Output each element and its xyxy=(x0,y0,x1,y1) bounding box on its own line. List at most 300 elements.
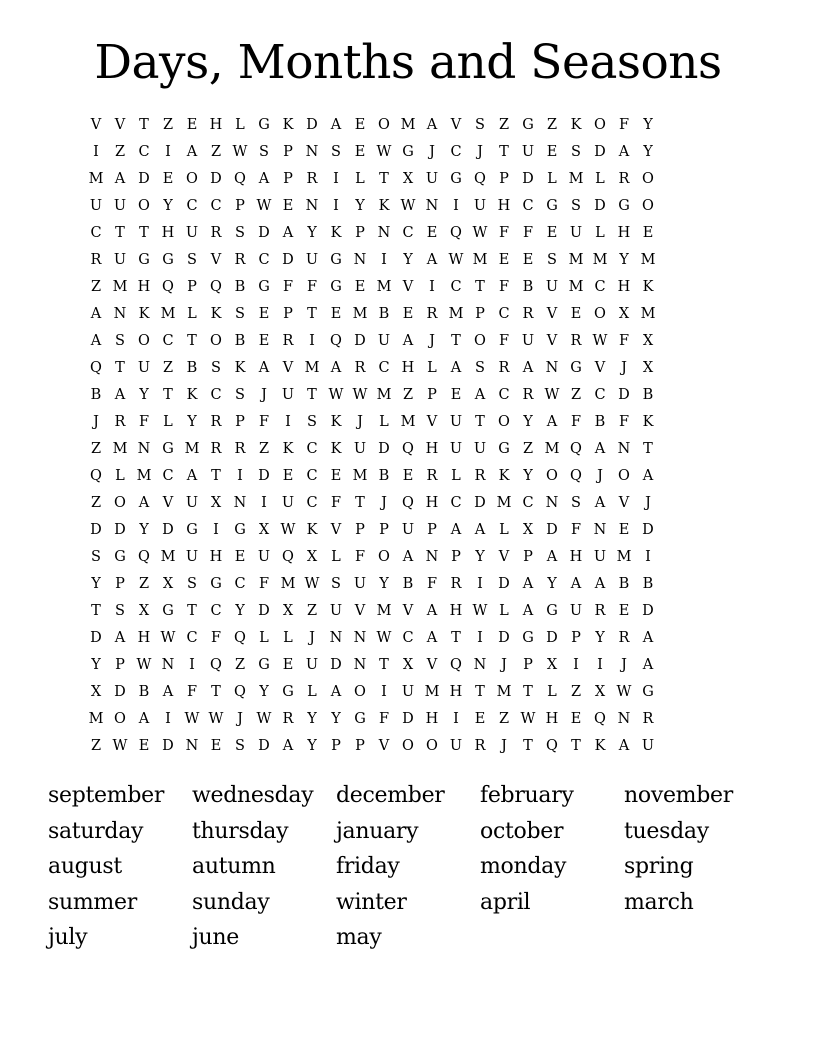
grid-letter: E xyxy=(642,225,654,241)
grid-letter: Z xyxy=(90,279,102,295)
grid-letter: D xyxy=(258,738,270,754)
grid-letter: I xyxy=(429,279,435,295)
grid-letter: M xyxy=(112,279,128,295)
word-list-item: june xyxy=(192,925,239,950)
grid-letter: Y xyxy=(475,549,485,565)
grid-letter: L xyxy=(283,630,293,646)
grid-letter: U xyxy=(281,495,295,511)
grid-letter: R xyxy=(282,711,294,727)
grid-letter: O xyxy=(474,333,486,349)
grid-letter: G xyxy=(642,684,654,700)
grid-letter: V xyxy=(90,117,102,133)
grid-letter: J xyxy=(477,144,483,160)
grid-letter: D xyxy=(258,603,270,619)
grid-letter: W xyxy=(472,225,488,241)
grid-letter: W xyxy=(136,657,152,673)
grid-letter: A xyxy=(114,171,126,187)
grid-letter: A xyxy=(426,117,438,133)
grid-row xyxy=(84,139,732,166)
grid-letter: Y xyxy=(379,576,389,592)
grid-letter: A xyxy=(618,738,630,754)
grid-letter: E xyxy=(186,117,198,133)
grid-letter: I xyxy=(165,711,171,727)
grid-letter: X xyxy=(258,522,270,538)
grid-letter: F xyxy=(498,225,510,241)
grid-letter: Z xyxy=(162,360,174,376)
grid-letter: E xyxy=(546,144,558,160)
grid-letter: C xyxy=(498,387,510,403)
grid-letter: F xyxy=(378,711,390,727)
grid-letter: M xyxy=(376,603,392,619)
grid-letter: W xyxy=(376,630,392,646)
grid-letter: V xyxy=(402,603,414,619)
grid-letter: F xyxy=(210,630,222,646)
grid-letter: U xyxy=(401,522,415,538)
grid-letter: K xyxy=(642,414,654,430)
grid-letter: B xyxy=(642,576,654,592)
grid-letter: W xyxy=(280,522,296,538)
grid-letter: C xyxy=(402,630,414,646)
grid-letter: C xyxy=(162,333,174,349)
grid-row xyxy=(84,166,732,193)
grid-letter: E xyxy=(354,117,366,133)
grid-letter: X xyxy=(162,576,174,592)
grid-letter: O xyxy=(618,468,630,484)
word-list xyxy=(48,778,788,956)
grid-letter: U xyxy=(473,198,487,214)
word-list-item: february xyxy=(480,783,574,808)
grid-letter: R xyxy=(474,468,486,484)
grid-letter: D xyxy=(162,522,174,538)
grid-letter: N xyxy=(377,225,391,241)
grid-row xyxy=(84,517,732,544)
grid-letter: L xyxy=(187,306,197,322)
grid-letter: D xyxy=(642,522,654,538)
grid-letter: S xyxy=(91,549,101,565)
grid-letter: W xyxy=(232,144,248,160)
grid-letter: U xyxy=(185,495,199,511)
grid-letter: C xyxy=(306,468,318,484)
grid-letter: G xyxy=(330,252,342,268)
grid-letter: G xyxy=(450,171,462,187)
grid-letter: O xyxy=(594,306,606,322)
grid-letter: A xyxy=(282,738,294,754)
grid-letter: L xyxy=(427,360,437,376)
grid-letter: X xyxy=(402,171,414,187)
grid-letter: Y xyxy=(187,414,197,430)
grid-letter: G xyxy=(618,198,630,214)
grid-letter: R xyxy=(114,414,126,430)
word-list-item: november xyxy=(624,783,733,808)
grid-letter: V xyxy=(354,603,366,619)
grid-letter: P xyxy=(355,225,365,241)
grid-letter: F xyxy=(306,279,318,295)
grid-letter: I xyxy=(453,198,459,214)
grid-letter: E xyxy=(330,468,342,484)
grid-letter: R xyxy=(426,468,438,484)
grid-letter: D xyxy=(618,387,630,403)
grid-letter: V xyxy=(378,738,390,754)
grid-letter: D xyxy=(498,576,510,592)
grid-letter: S xyxy=(235,225,245,241)
word-list-item: august xyxy=(48,854,122,879)
grid-letter: B xyxy=(378,468,390,484)
grid-letter: Y xyxy=(595,630,605,646)
grid-letter: W xyxy=(328,387,344,403)
grid-letter: Y xyxy=(643,117,653,133)
grid-letter: H xyxy=(497,198,511,214)
grid-letter: M xyxy=(616,549,632,565)
grid-letter: T xyxy=(523,684,533,700)
grid-letter: W xyxy=(616,684,632,700)
grid-letter: I xyxy=(237,468,243,484)
grid-letter: R xyxy=(594,603,606,619)
grid-letter: C xyxy=(450,144,462,160)
grid-letter: F xyxy=(498,333,510,349)
grid-letter: P xyxy=(571,630,581,646)
grid-letter: L xyxy=(115,468,125,484)
grid-row xyxy=(84,679,732,706)
grid-letter: R xyxy=(474,738,486,754)
grid-row xyxy=(84,733,732,760)
grid-letter: U xyxy=(521,333,535,349)
grid-letter: I xyxy=(381,252,387,268)
grid-letter: J xyxy=(621,657,627,673)
grid-letter: W xyxy=(544,387,560,403)
grid-letter: V xyxy=(210,252,222,268)
grid-letter: O xyxy=(402,738,414,754)
grid-letter: A xyxy=(330,117,342,133)
grid-letter: M xyxy=(640,306,656,322)
grid-letter: I xyxy=(333,198,339,214)
grid-letter: O xyxy=(210,333,222,349)
word-list-item: monday xyxy=(480,854,567,879)
grid-letter: I xyxy=(453,711,459,727)
grid-letter: G xyxy=(282,684,294,700)
grid-letter: H xyxy=(449,603,463,619)
grid-letter: D xyxy=(594,198,606,214)
grid-letter: N xyxy=(353,657,367,673)
grid-letter: B xyxy=(234,279,246,295)
grid-letter: Z xyxy=(258,441,270,457)
grid-letter: U xyxy=(449,738,463,754)
grid-letter: S xyxy=(571,495,581,511)
grid-letter: P xyxy=(235,414,245,430)
grid-letter: E xyxy=(258,333,270,349)
grid-letter: L xyxy=(331,549,341,565)
grid-letter: D xyxy=(354,333,366,349)
word-list-item: summer xyxy=(48,889,137,915)
grid-letter: B xyxy=(402,576,414,592)
word-list-item: saturday xyxy=(48,818,144,844)
grid-letter: Y xyxy=(619,252,629,268)
grid-letter: Y xyxy=(235,603,245,619)
grid-letter: U xyxy=(353,576,367,592)
grid-letter: E xyxy=(570,711,582,727)
grid-letter: Z xyxy=(234,657,246,673)
grid-letter: D xyxy=(210,171,222,187)
grid-letter: A xyxy=(522,576,534,592)
grid-letter: A xyxy=(450,522,462,538)
grid-letter: M xyxy=(280,576,296,592)
grid-letter: Z xyxy=(90,495,102,511)
grid-row xyxy=(84,220,732,247)
grid-letter: E xyxy=(522,252,534,268)
grid-letter: U xyxy=(305,657,319,673)
grid-row xyxy=(84,490,732,517)
grid-letter: E xyxy=(402,306,414,322)
grid-letter: J xyxy=(429,144,435,160)
grid-letter: D xyxy=(522,171,534,187)
grid-letter: L xyxy=(547,171,557,187)
word-list-item: september xyxy=(48,783,165,808)
grid-letter: T xyxy=(451,333,461,349)
grid-letter: U xyxy=(113,198,127,214)
grid-letter: C xyxy=(306,495,318,511)
grid-letter: L xyxy=(595,171,605,187)
grid-letter: M xyxy=(160,549,176,565)
grid-letter: D xyxy=(402,711,414,727)
grid-letter: Q xyxy=(90,360,102,376)
grid-letter: U xyxy=(113,252,127,268)
grid-letter: M xyxy=(472,252,488,268)
grid-letter: K xyxy=(330,225,342,241)
grid-letter: C xyxy=(522,495,534,511)
grid-letter: X xyxy=(306,549,318,565)
grid-letter: Y xyxy=(163,198,173,214)
grid-letter: D xyxy=(162,738,174,754)
grid-letter: X xyxy=(522,522,534,538)
grid-letter: M xyxy=(568,252,584,268)
grid-letter: J xyxy=(501,738,507,754)
grid-letter: J xyxy=(237,711,243,727)
grid-letter: C xyxy=(594,387,606,403)
grid-letter: K xyxy=(594,738,606,754)
grid-letter: H xyxy=(161,225,175,241)
grid-letter: T xyxy=(187,333,197,349)
grid-letter: H xyxy=(401,360,415,376)
grid-letter: K xyxy=(498,468,510,484)
grid-letter: S xyxy=(235,306,245,322)
grid-row xyxy=(84,193,732,220)
grid-letter: Q xyxy=(210,657,222,673)
grid-letter: Z xyxy=(138,576,150,592)
grid-letter: M xyxy=(88,711,104,727)
grid-letter: F xyxy=(330,495,342,511)
grid-letter: G xyxy=(234,522,246,538)
grid-letter: I xyxy=(477,576,483,592)
grid-letter: H xyxy=(209,117,223,133)
word-list-item: winter xyxy=(336,889,407,915)
grid-letter: R xyxy=(498,360,510,376)
grid-letter: C xyxy=(498,306,510,322)
grid-letter: M xyxy=(496,684,512,700)
grid-letter: D xyxy=(258,468,270,484)
grid-letter: A xyxy=(594,495,606,511)
grid-letter: A xyxy=(450,360,462,376)
grid-letter: J xyxy=(429,333,435,349)
grid-letter: B xyxy=(186,360,198,376)
grid-letter: R xyxy=(618,630,630,646)
grid-letter: U xyxy=(641,738,655,754)
grid-letter: U xyxy=(473,441,487,457)
grid-letter: C xyxy=(450,495,462,511)
grid-letter: N xyxy=(329,630,343,646)
grid-letter: T xyxy=(643,441,653,457)
grid-letter: P xyxy=(235,198,245,214)
grid-letter: Z xyxy=(210,144,222,160)
grid-letter: Y xyxy=(355,198,365,214)
grid-letter: A xyxy=(258,171,270,187)
word-list-item: autumn xyxy=(192,854,276,879)
grid-letter: B xyxy=(522,279,534,295)
grid-letter: W xyxy=(184,711,200,727)
grid-letter: Q xyxy=(138,549,150,565)
grid-letter: L xyxy=(379,414,389,430)
grid-letter: C xyxy=(258,252,270,268)
grid-letter: I xyxy=(381,684,387,700)
grid-letter: Y xyxy=(139,387,149,403)
grid-letter: G xyxy=(162,603,174,619)
grid-letter: L xyxy=(307,684,317,700)
grid-letter: V xyxy=(402,279,414,295)
grid-letter: T xyxy=(451,630,461,646)
grid-letter: D xyxy=(546,630,558,646)
grid-letter: E xyxy=(354,279,366,295)
grid-row xyxy=(84,625,732,652)
grid-letter: V xyxy=(162,495,174,511)
grid-letter: A xyxy=(186,468,198,484)
grid-row xyxy=(84,652,732,679)
grid-letter: O xyxy=(138,333,150,349)
grid-letter: V xyxy=(450,117,462,133)
grid-letter: U xyxy=(281,387,295,403)
grid-letter: H xyxy=(425,441,439,457)
grid-letter: V xyxy=(546,333,558,349)
word-list-item: sunday xyxy=(192,889,270,915)
grid-letter: A xyxy=(138,495,150,511)
grid-letter: I xyxy=(213,522,219,538)
word-list-item: may xyxy=(336,925,382,950)
grid-letter: M xyxy=(376,279,392,295)
grid-letter: W xyxy=(448,252,464,268)
grid-letter: O xyxy=(642,198,654,214)
grid-letter: D xyxy=(378,441,390,457)
grid-letter: B xyxy=(138,684,150,700)
grid-row xyxy=(84,409,732,436)
grid-row xyxy=(84,355,732,382)
grid-letter: Z xyxy=(162,117,174,133)
grid-letter: C xyxy=(186,198,198,214)
grid-letter: M xyxy=(184,441,200,457)
grid-letter: Q xyxy=(90,468,102,484)
grid-letter: V xyxy=(594,360,606,376)
grid-letter: E xyxy=(546,225,558,241)
grid-row xyxy=(84,706,732,733)
grid-letter: T xyxy=(307,306,317,322)
grid-letter: B xyxy=(594,414,606,430)
grid-letter: G xyxy=(546,198,558,214)
grid-letter: X xyxy=(282,603,294,619)
word-list-item: friday xyxy=(336,854,400,879)
grid-letter: C xyxy=(90,225,102,241)
grid-letter: Z xyxy=(570,684,582,700)
grid-letter: R xyxy=(522,387,534,403)
grid-row xyxy=(84,598,732,625)
grid-letter: B xyxy=(378,306,390,322)
word-list-item: thursday xyxy=(192,818,289,844)
grid-letter: P xyxy=(427,522,437,538)
grid-letter: J xyxy=(597,468,603,484)
grid-letter: S xyxy=(331,576,341,592)
grid-letter: J xyxy=(645,495,651,511)
grid-letter: S xyxy=(307,414,317,430)
grid-letter: I xyxy=(165,144,171,160)
grid-letter: T xyxy=(571,738,581,754)
grid-letter: V xyxy=(426,657,438,673)
grid-letter: A xyxy=(186,144,198,160)
grid-letter: W xyxy=(160,630,176,646)
grid-letter: H xyxy=(425,495,439,511)
grid-letter: M xyxy=(160,306,176,322)
grid-letter: S xyxy=(331,144,341,160)
grid-row xyxy=(84,112,732,139)
grid-letter: E xyxy=(234,549,246,565)
grid-letter: N xyxy=(305,144,319,160)
grid-letter: I xyxy=(309,333,315,349)
grid-letter: P xyxy=(379,522,389,538)
grid-letter: P xyxy=(523,657,533,673)
grid-letter: C xyxy=(378,360,390,376)
grid-letter: W xyxy=(256,198,272,214)
grid-letter: I xyxy=(261,495,267,511)
grid-letter: W xyxy=(472,603,488,619)
grid-letter: T xyxy=(499,144,509,160)
word-list-item: october xyxy=(480,818,564,844)
grid-letter: D xyxy=(258,225,270,241)
grid-letter: K xyxy=(234,360,246,376)
grid-letter: M xyxy=(448,306,464,322)
grid-letter: V xyxy=(330,522,342,538)
grid-letter: Q xyxy=(234,171,246,187)
grid-letter: H xyxy=(569,549,583,565)
grid-letter: R xyxy=(642,711,654,727)
grid-letter: D xyxy=(114,684,126,700)
grid-letter: A xyxy=(162,684,174,700)
grid-letter: W xyxy=(376,144,392,160)
grid-letter: A xyxy=(594,441,606,457)
grid-letter: M xyxy=(352,468,368,484)
grid-letter: A xyxy=(90,333,102,349)
grid-letter: Z xyxy=(570,387,582,403)
grid-letter: H xyxy=(425,711,439,727)
grid-row xyxy=(84,463,732,490)
grid-letter: F xyxy=(186,684,198,700)
grid-letter: I xyxy=(285,414,291,430)
grid-letter: I xyxy=(573,657,579,673)
grid-letter: K xyxy=(378,198,390,214)
grid-letter: T xyxy=(139,117,149,133)
grid-letter: U xyxy=(449,414,463,430)
grid-letter: N xyxy=(425,198,439,214)
grid-letter: O xyxy=(642,171,654,187)
grid-letter: N xyxy=(305,198,319,214)
grid-letter: O xyxy=(186,171,198,187)
grid-letter: S xyxy=(187,576,197,592)
grid-letter: I xyxy=(93,144,99,160)
grid-letter: C xyxy=(594,279,606,295)
grid-letter: P xyxy=(427,387,437,403)
